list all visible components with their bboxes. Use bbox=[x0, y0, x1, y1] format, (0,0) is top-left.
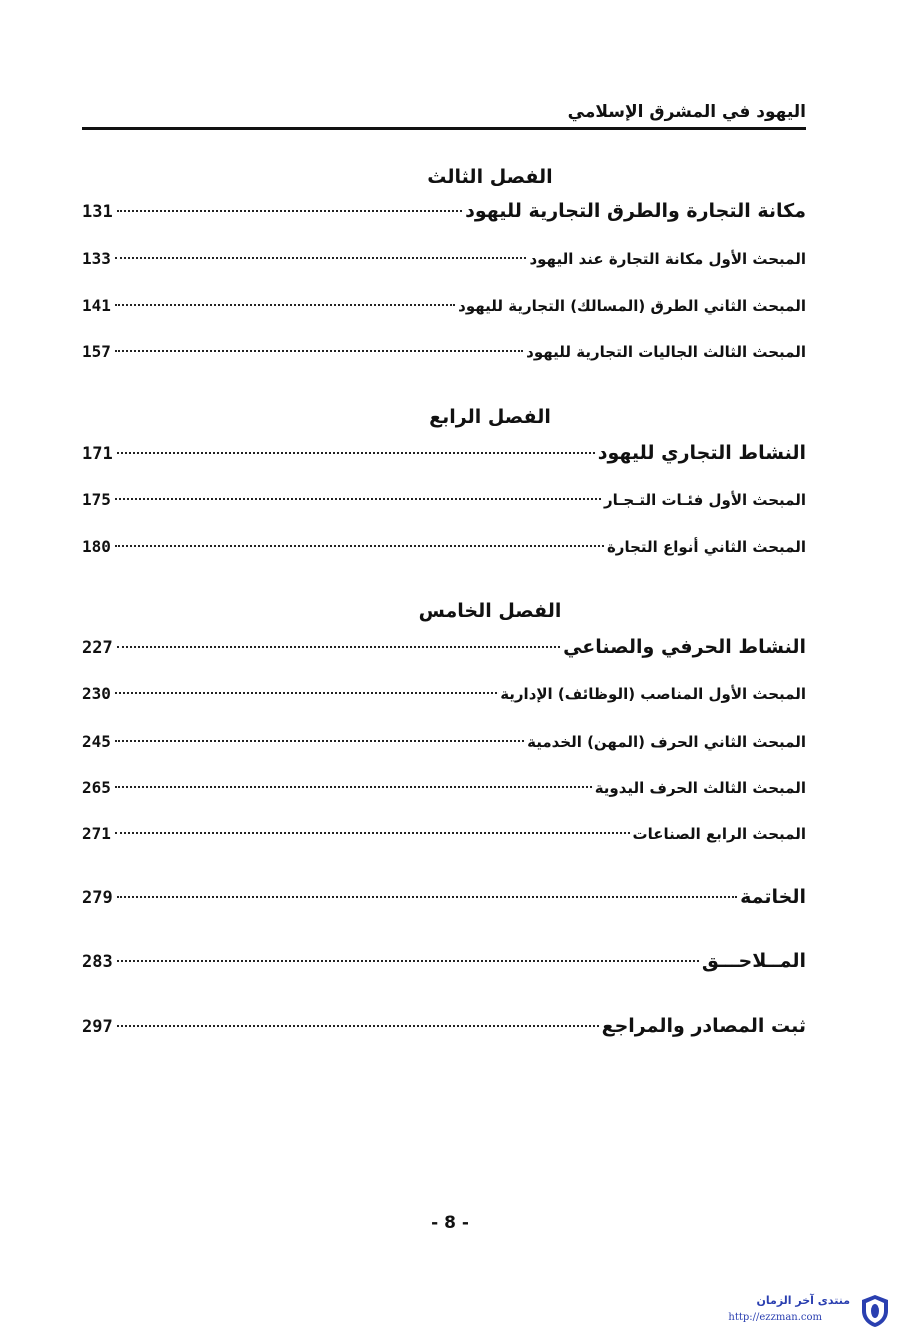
chapter-heading-4: الفصل الرابع bbox=[429, 406, 551, 428]
dot-leader bbox=[117, 452, 595, 454]
toc-entry-page: 171 bbox=[82, 444, 113, 464]
dot-leader bbox=[115, 498, 601, 500]
dot-leader bbox=[115, 692, 497, 694]
toc-main-entry[interactable] bbox=[82, 200, 806, 222]
chapter-heading-3: الفصل الثالث bbox=[427, 166, 553, 188]
chapter-heading-5: الفصل الخامس bbox=[418, 600, 562, 622]
toc-entry-title: المبحث الثاني أنواع التجارة bbox=[606, 538, 806, 556]
toc-entry-page: 283 bbox=[82, 952, 113, 972]
toc-entry-page: 175 bbox=[82, 490, 111, 509]
page-number: - 8 - bbox=[431, 1213, 469, 1233]
toc-main-entry[interactable] bbox=[82, 442, 806, 464]
dot-leader bbox=[115, 257, 527, 259]
shield-logo-icon bbox=[860, 1294, 890, 1328]
dot-leader bbox=[117, 646, 560, 648]
dot-leader bbox=[117, 210, 462, 212]
running-header-title: اليهود في المشرق الإسلامي bbox=[567, 102, 806, 122]
toc-entry[interactable] bbox=[82, 778, 806, 797]
dot-leader bbox=[115, 740, 524, 742]
watermark-site-name: منتدى آخر الزمان bbox=[756, 1294, 850, 1307]
toc-entry-title: المبحث الأول فئـات التـجـار bbox=[604, 491, 806, 509]
header-rule bbox=[82, 127, 806, 130]
toc-main-entry[interactable] bbox=[82, 636, 806, 658]
toc-entry[interactable] bbox=[82, 296, 806, 315]
toc-entry-title: ثبت المصادر والمراجع bbox=[601, 1015, 806, 1037]
toc-entry-title: المــلاحـــق bbox=[701, 950, 806, 972]
toc-entry-title: المبحث الثالث الحرف اليدوية bbox=[594, 779, 806, 797]
toc-entry-title: المبحث الثالث الجاليات التجارية لليهود bbox=[526, 343, 806, 361]
toc-entry[interactable] bbox=[82, 490, 806, 509]
toc-entry[interactable] bbox=[82, 824, 806, 843]
toc-entry-page: 265 bbox=[82, 778, 111, 797]
toc-entry-page: 271 bbox=[82, 824, 111, 843]
toc-entry-page: 157 bbox=[82, 342, 111, 361]
toc-closing-entry[interactable] bbox=[82, 950, 806, 972]
toc-entry[interactable] bbox=[82, 684, 806, 703]
toc-entry-title: المبحث الأول المناصب (الوظائف) الإدارية bbox=[500, 685, 806, 703]
toc-entry-title: النشاط الحرفي والصناعي bbox=[563, 636, 806, 658]
dot-leader bbox=[117, 896, 737, 898]
toc-entry-title: النشاط التجاري لليهود bbox=[597, 442, 806, 464]
toc-entry-title: الخاتمة bbox=[740, 886, 806, 908]
toc-entry[interactable] bbox=[82, 732, 806, 751]
toc-entry-page: 131 bbox=[82, 202, 113, 222]
toc-entry-title: المبحث الرابع الصناعات bbox=[632, 825, 806, 843]
dot-leader bbox=[115, 304, 455, 306]
toc-entry-title: المبحث الثاني الحرف (المهن) الخدمية bbox=[527, 733, 806, 751]
toc-entry-title: مكانة التجارة والطرق التجارية لليهود bbox=[465, 200, 806, 222]
toc-entry-page: 245 bbox=[82, 732, 111, 751]
dot-leader bbox=[117, 960, 699, 962]
toc-entry[interactable] bbox=[82, 249, 806, 268]
toc-entry-page: 180 bbox=[82, 537, 111, 556]
toc-closing-entry[interactable] bbox=[82, 886, 806, 908]
dot-leader bbox=[115, 545, 604, 547]
toc-entry-page: 230 bbox=[82, 684, 111, 703]
toc-entry[interactable] bbox=[82, 342, 806, 361]
toc-entry-page: 141 bbox=[82, 296, 111, 315]
dot-leader bbox=[115, 350, 523, 352]
toc-entry[interactable] bbox=[82, 537, 806, 556]
toc-closing-entry[interactable] bbox=[82, 1015, 806, 1037]
dot-leader bbox=[115, 786, 592, 788]
dot-leader bbox=[115, 832, 630, 834]
watermark-url[interactable]: http://ezzman.com bbox=[728, 1312, 822, 1323]
toc-entry-page: 227 bbox=[82, 638, 113, 658]
toc-entry-title: المبحث الثاني الطرق (المسالك) التجارية لليهود bbox=[458, 297, 806, 315]
toc-entry-page: 279 bbox=[82, 888, 113, 908]
toc-entry-page: 133 bbox=[82, 249, 111, 268]
dot-leader bbox=[117, 1025, 599, 1027]
toc-entry-page: 297 bbox=[82, 1017, 113, 1037]
toc-entry-title: المبحث الأول مكانة التجارة عند اليهود bbox=[529, 250, 806, 268]
